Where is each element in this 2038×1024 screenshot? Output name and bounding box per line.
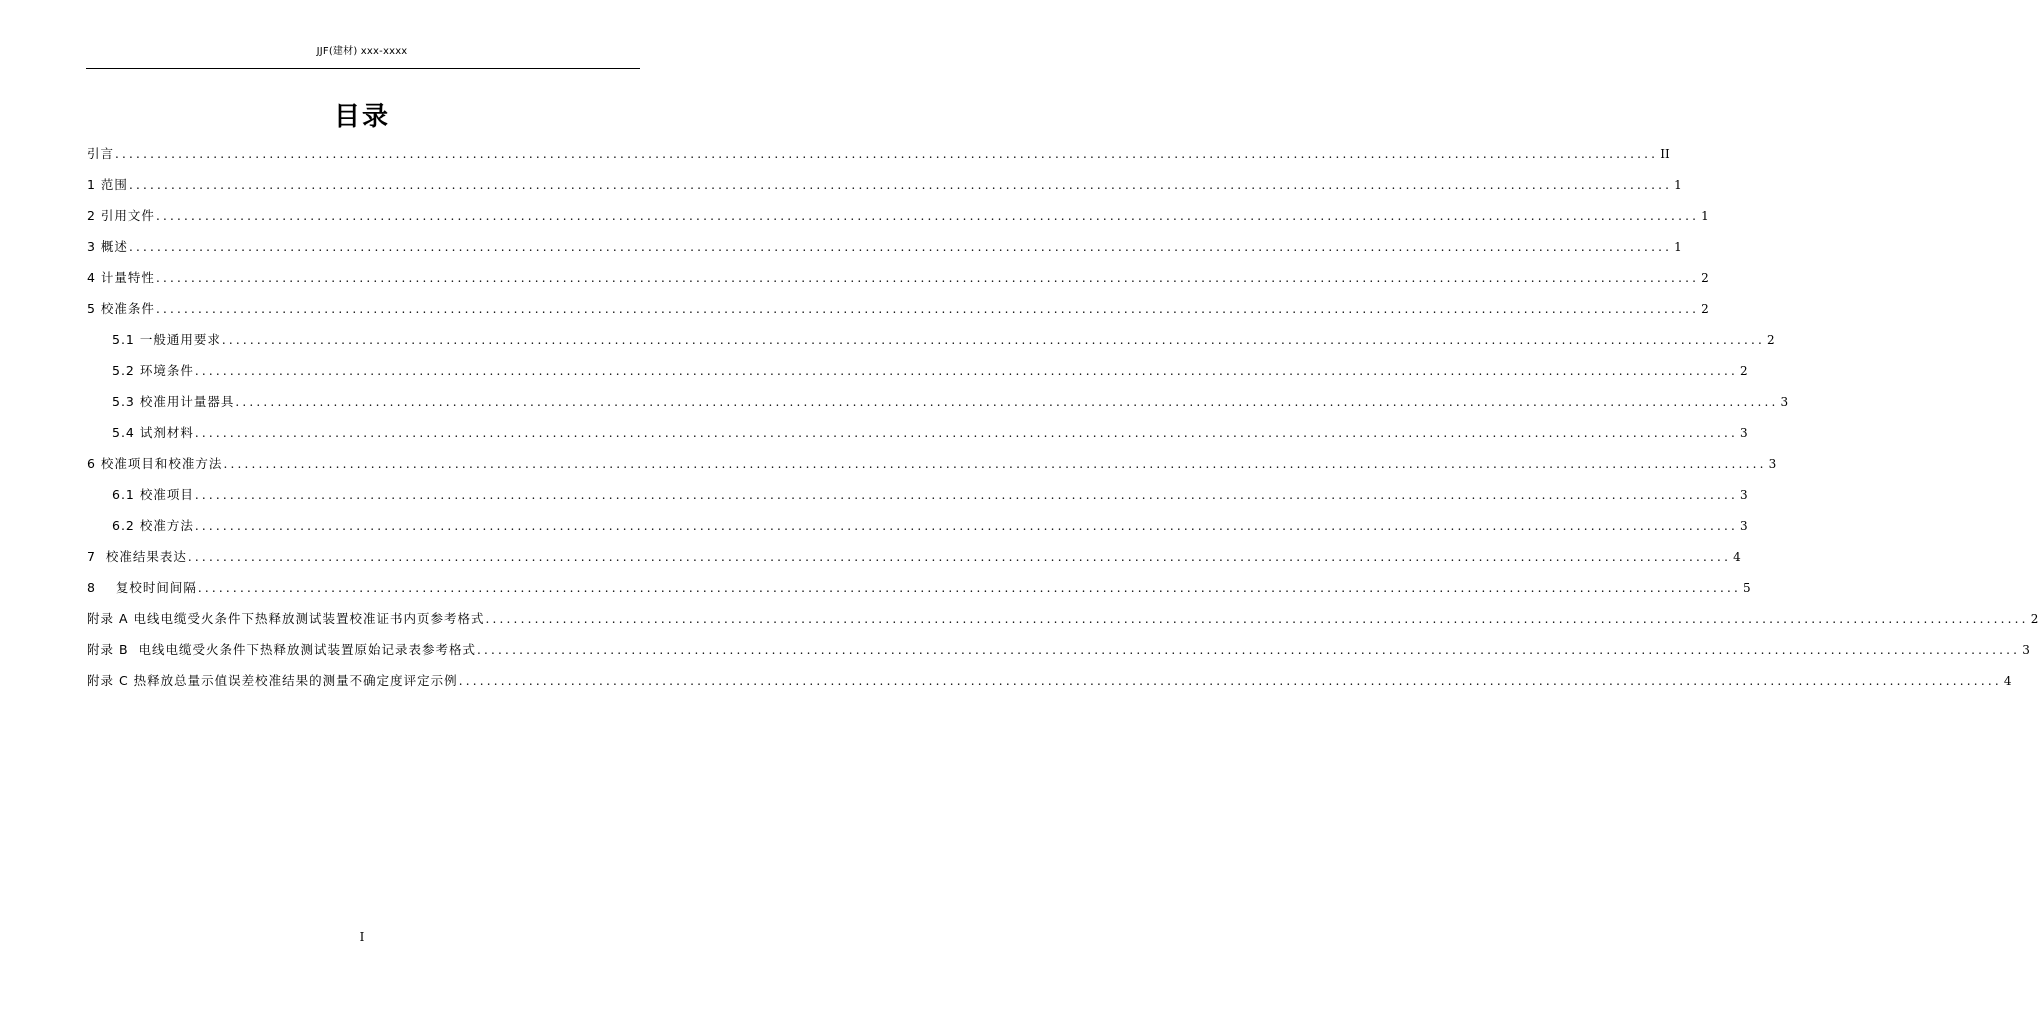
toc-entry-page: 5 [1743,581,1751,595]
toc-entry[interactable] [87,205,1709,236]
toc-entry-label: 6 校准项目和校准方法 [87,456,223,471]
toc-entry-page: 1 [1674,240,1682,254]
toc-entry-page: 3 [1768,457,1777,471]
toc-leader-dots: ............................................................................................................................................................................................................................ [155,271,1700,285]
toc-entry-page: 2 [1767,333,1775,347]
toc-entry-label: 引言 [87,146,115,161]
toc-entry-page: 2 [1740,364,1748,378]
toc-entry-page: 3 [1740,519,1748,533]
toc-leader-dots: ............................................................................................................................................................................................................................ [221,333,1766,347]
toc-entry[interactable] [87,391,1789,422]
header-divider [86,68,640,69]
toc-entry-label: 附录 B 电线电缆受火条件下热释放测试装置原始记录表参考格式 [87,642,476,657]
toc-entry[interactable] [87,267,1709,298]
toc-leader-dots: ............................................................................................................................................................................................................................ [197,581,1742,595]
toc-entry-page: 1 [1701,209,1709,223]
toc-leader-dots: ............................................................................................................................................................................................................................ [194,426,1739,440]
toc-leader-dots: ............................................................................................................................................................................................................................ [194,519,1739,533]
toc-entry-page: 3 [1780,395,1789,409]
toc-entry-label: 附录 C 热释放总量示值误差校准结果的测量不确定度评定示例 [87,673,458,688]
toc-entry-label: 6.2 校准方法 [112,518,194,533]
toc-entry-label: 5.1 一般通用要求 [112,332,221,347]
toc-entry[interactable] [87,608,2038,639]
toc-leader-dots: ............................................................................................................................................................................................................................ [194,364,1739,378]
page-number: I [359,930,365,944]
toc-entry-label: 5.3 校准用计量器具 [112,394,235,409]
toc-entry[interactable] [87,670,2012,701]
toc-leader-dots: ............................................................................................................................................................................................................................ [128,178,1673,192]
toc-entry[interactable] [87,329,1775,360]
toc-entry[interactable] [87,298,1709,329]
table-of-contents [87,143,2038,701]
toc-leader-dots: ............................................................................................................................................................................................................................ [485,612,2029,626]
toc-entry[interactable] [87,577,1751,608]
toc-entry-label: 5 校准条件 [87,301,155,316]
toc-entry-page: 3 [1740,488,1748,502]
toc-entry[interactable] [87,484,1748,515]
toc-entry[interactable] [87,515,1748,546]
toc-entry-label: 1 范围 [87,177,128,192]
toc-entry-label: 8 复校时间间隔 [87,580,197,595]
toc-entry-page: 3 [1740,426,1748,440]
toc-entry-page: 1 [1674,178,1682,192]
toc-entry[interactable] [87,453,1777,484]
toc-entry-label: 5.2 环境条件 [112,363,194,378]
toc-entry-label: 附录 A 电线电缆受火条件下热释放测试装置校准证书内页参考格式 [87,611,485,626]
toc-entry-label: 6.1 校准项目 [112,487,194,502]
toc-entry-label: 2 引用文件 [87,208,155,223]
toc-entry-page: 2 [2030,612,2038,626]
toc-leader-dots: ............................................................................................................................................................................................................................ [477,643,2021,657]
toc-entry[interactable] [87,546,1741,577]
toc-leader-dots: ............................................................................................................................................................................................................................ [458,674,2002,688]
toc-entry-page: 4 [2003,674,2012,688]
toc-entry-page: 2 [1701,302,1709,316]
toc-entry[interactable] [87,174,1682,205]
toc-entry-label: 4 计量特性 [87,270,155,285]
toc-entry[interactable] [87,143,1670,174]
toc-leader-dots: ............................................................................................................................................................................................................................ [235,395,1779,409]
toc-leader-dots: ............................................................................................................................................................................................................................ [194,488,1739,502]
toc-entry-label: 3 概述 [87,239,128,254]
toc-entry-page: 3 [2022,643,2030,657]
toc-entry[interactable] [87,422,1748,453]
toc-leader-dots: ............................................................................................................................................................................................................................ [187,550,1732,564]
toc-entry-page: 2 [1701,271,1709,285]
toc-leader-dots: ............................................................................................................................................................................................................................ [128,240,1673,254]
toc-entry-label: 7 校准结果表达 [87,549,187,564]
toc-leader-dots: ............................................................................................................................................................................................................................ [155,209,1700,223]
toc-leader-dots: ............................................................................................................................................................................................................................ [155,302,1700,316]
toc-entry-page: 4 [1733,550,1741,564]
toc-entry[interactable] [87,639,2030,670]
page-title: 目录 [333,102,390,132]
toc-entry[interactable] [87,236,1682,267]
toc-leader-dots: ............................................................................................................................................................................................................................ [223,457,1767,471]
toc-entry-page: II [1660,147,1670,161]
toc-entry[interactable] [87,360,1748,391]
toc-entry-label: 5.4 试剂材料 [112,425,194,440]
document-header: JJF(建材) xxx-xxxx [316,46,408,57]
toc-leader-dots: ............................................................................................................................................................................................................................ [115,147,1659,161]
